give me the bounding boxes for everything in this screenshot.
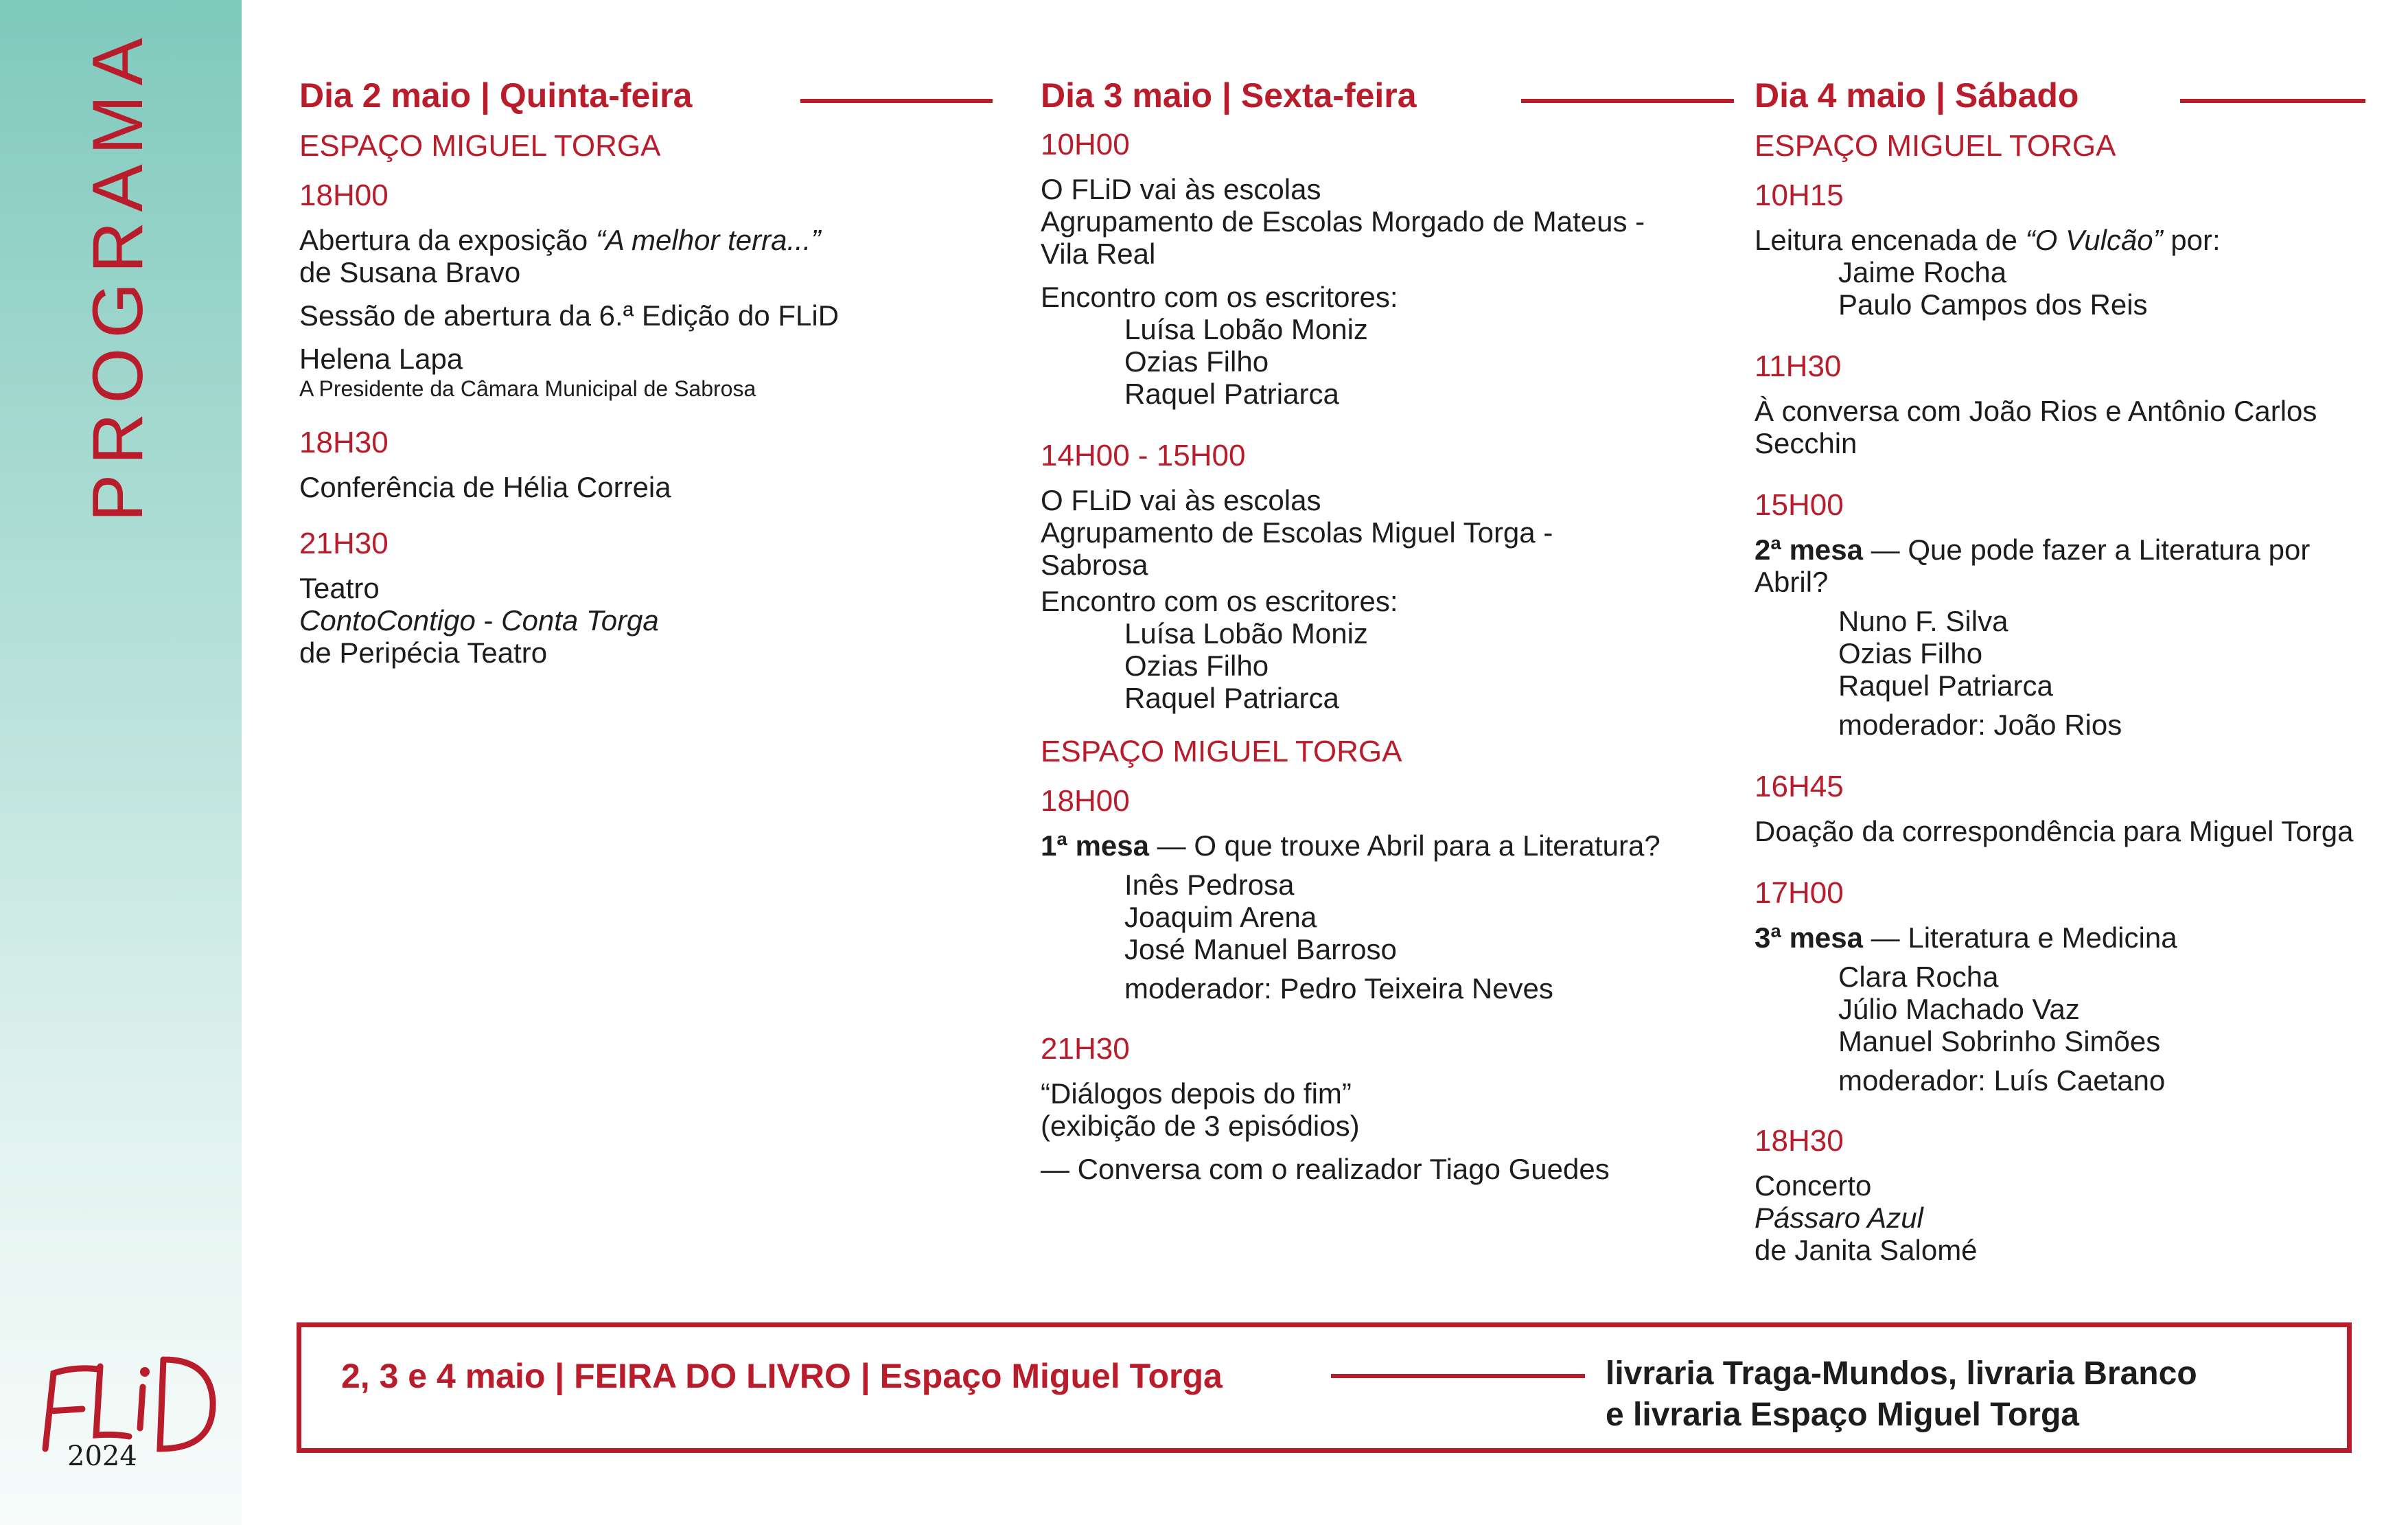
event-text: de Susana Bravo: [299, 256, 521, 288]
event-text: Sessão de abertura da 6.ª Edição do FLiD: [299, 299, 840, 332]
venue-label: ESPAÇO MIGUEL TORGA: [299, 129, 661, 163]
speaker-name: Clara Rocha: [1838, 961, 1999, 993]
bookstores-line: livraria Traga-Mundos, livraria Branco: [1606, 1355, 2197, 1392]
book-fair-banner: [297, 1322, 2352, 1453]
time-label: 18H30: [1755, 1124, 1844, 1158]
event-text: Concerto: [1755, 1169, 1872, 1202]
event-text: Secchin: [1755, 427, 1857, 459]
speaker-name: Ozias Filho: [1124, 345, 1269, 378]
day-title: Dia 4 maio | Sábado: [1755, 76, 2079, 115]
speaker-name: Júlio Machado Vaz: [1838, 993, 2080, 1025]
event-text: de Janita Salomé: [1755, 1234, 1978, 1266]
event-text: Agrupamento de Escolas Morgado de Mateus -: [1041, 205, 1645, 238]
event-text: Sabrosa: [1041, 549, 1148, 581]
event-text: O FLiD vai às escolas: [1041, 484, 1321, 516]
day-header: [1041, 76, 1734, 124]
day-column-4-maio: [1755, 76, 2400, 1266]
speaker-name: Ozias Filho: [1838, 637, 1983, 669]
time-label: 11H30: [1755, 349, 1842, 383]
speaker-name: Luísa Lobão Moniz: [1124, 313, 1368, 345]
speaker-role: A Presidente da Câmara Municipal de Sabrosa: [299, 376, 756, 401]
speaker-name: José Manuel Barroso: [1124, 933, 1397, 965]
day-column-2-maio: [299, 76, 993, 669]
venue-label: ESPAÇO MIGUEL TORGA: [1041, 735, 1402, 768]
speaker-name: Paulo Campos dos Reis: [1838, 288, 2148, 321]
panel-title: 3ª mesa — Literatura e Medicina: [1755, 921, 2177, 954]
event-text: Pássaro Azul: [1755, 1202, 1923, 1234]
event-text: (exibição de 3 episódios): [1041, 1110, 1360, 1142]
speaker-name: Luísa Lobão Moniz: [1124, 617, 1368, 650]
event-text: Conferência de Hélia Correia: [299, 471, 671, 503]
event-text: — Conversa com o realizador Tiago Guedes: [1041, 1153, 1610, 1185]
venue-label: ESPAÇO MIGUEL TORGA: [1755, 129, 2116, 163]
panel-title: 1ª mesa — O que trouxe Abril para a Literatura?: [1041, 829, 1660, 862]
time-label: 10H00: [1041, 128, 1130, 161]
day-title: Dia 3 maio | Sexta-feira: [1041, 76, 1417, 115]
event-text: Leitura encenada de “O Vulcão” por:: [1755, 224, 2221, 256]
speaker-name: Ozias Filho: [1124, 650, 1269, 682]
time-label: 15H00: [1755, 488, 1844, 522]
time-label: 16H45: [1755, 770, 1844, 803]
time-label: 14H00 - 15H00: [1041, 439, 1246, 472]
speaker-name: Joaquim Arena: [1124, 901, 1317, 933]
event-text: Agrupamento de Escolas Miguel Torga -: [1041, 516, 1553, 549]
speaker-name: Raquel Patriarca: [1124, 682, 1339, 714]
time-label: 10H15: [1755, 179, 1844, 212]
time-label: 18H00: [1041, 784, 1130, 818]
time-label: 17H00: [1755, 876, 1844, 910]
bookstores-line: e livraria Espaço Miguel Torga: [1606, 1397, 2079, 1433]
speaker-name: Helena Lapa: [299, 343, 463, 375]
time-label: 18H30: [299, 426, 389, 459]
sidebar: [0, 0, 242, 1525]
event-text: de Peripécia Teatro: [299, 637, 548, 669]
moderator: moderador: Pedro Teixeira Neves: [1124, 972, 1553, 1005]
event-text: ContoContigo - Conta Torga: [299, 604, 659, 637]
day-title-rule: [800, 99, 993, 103]
panel-title: 2ª mesa — Que pode fazer a Literatura por: [1755, 534, 2311, 566]
event-text: Encontro com os escritores:: [1041, 585, 1398, 617]
programa-title: PROGRAMA: [78, 28, 158, 522]
event-text: Encontro com os escritores:: [1041, 281, 1398, 313]
event-text: À conversa com João Rios e Antônio Carlos: [1755, 395, 2317, 427]
event-text: Doação da correspondência para Miguel Torga: [1755, 815, 2354, 847]
speaker-name: Inês Pedrosa: [1124, 869, 1295, 901]
logo-year: 2024: [67, 1441, 137, 1472]
speaker-name: Raquel Patriarca: [1838, 669, 2053, 702]
time-label: 21H30: [299, 527, 389, 560]
speaker-name: Jaime Rocha: [1838, 256, 2007, 288]
event-text: Teatro: [299, 572, 380, 604]
day-title-rule: [1521, 99, 1734, 103]
day-title: Dia 2 maio | Quinta-feira: [299, 76, 693, 115]
day-header: [1755, 76, 2400, 124]
day-header: [299, 76, 993, 124]
event-text: “Diálogos depois do fim”: [1041, 1077, 1352, 1110]
book-fair-dates: 2, 3 e 4 maio | FEIRA DO LIVRO | Espaço Miguel Torga: [341, 1357, 1223, 1395]
bookstores: [1606, 1353, 2197, 1436]
time-label: 21H30: [1041, 1032, 1130, 1066]
event-text: O FLiD vai às escolas: [1041, 173, 1321, 205]
speaker-name: Raquel Patriarca: [1124, 378, 1339, 410]
moderator: moderador: Luís Caetano: [1838, 1064, 2166, 1097]
banner-rule: [1331, 1374, 1585, 1378]
flid-logo: [33, 1346, 222, 1456]
event-text: Abertura da exposição “A melhor terra...”: [299, 224, 821, 256]
day-column-3-maio: [1041, 76, 1734, 1185]
panel-title-cont: Abril?: [1755, 566, 1829, 598]
moderator: moderador: João Rios: [1838, 709, 2122, 741]
event-text: Vila Real: [1041, 238, 1156, 270]
speaker-name: Nuno F. Silva: [1838, 605, 2008, 637]
speaker-name: Manuel Sobrinho Simões: [1838, 1025, 2161, 1057]
time-label: 18H00: [299, 179, 389, 212]
day-title-rule: [2180, 99, 2365, 103]
